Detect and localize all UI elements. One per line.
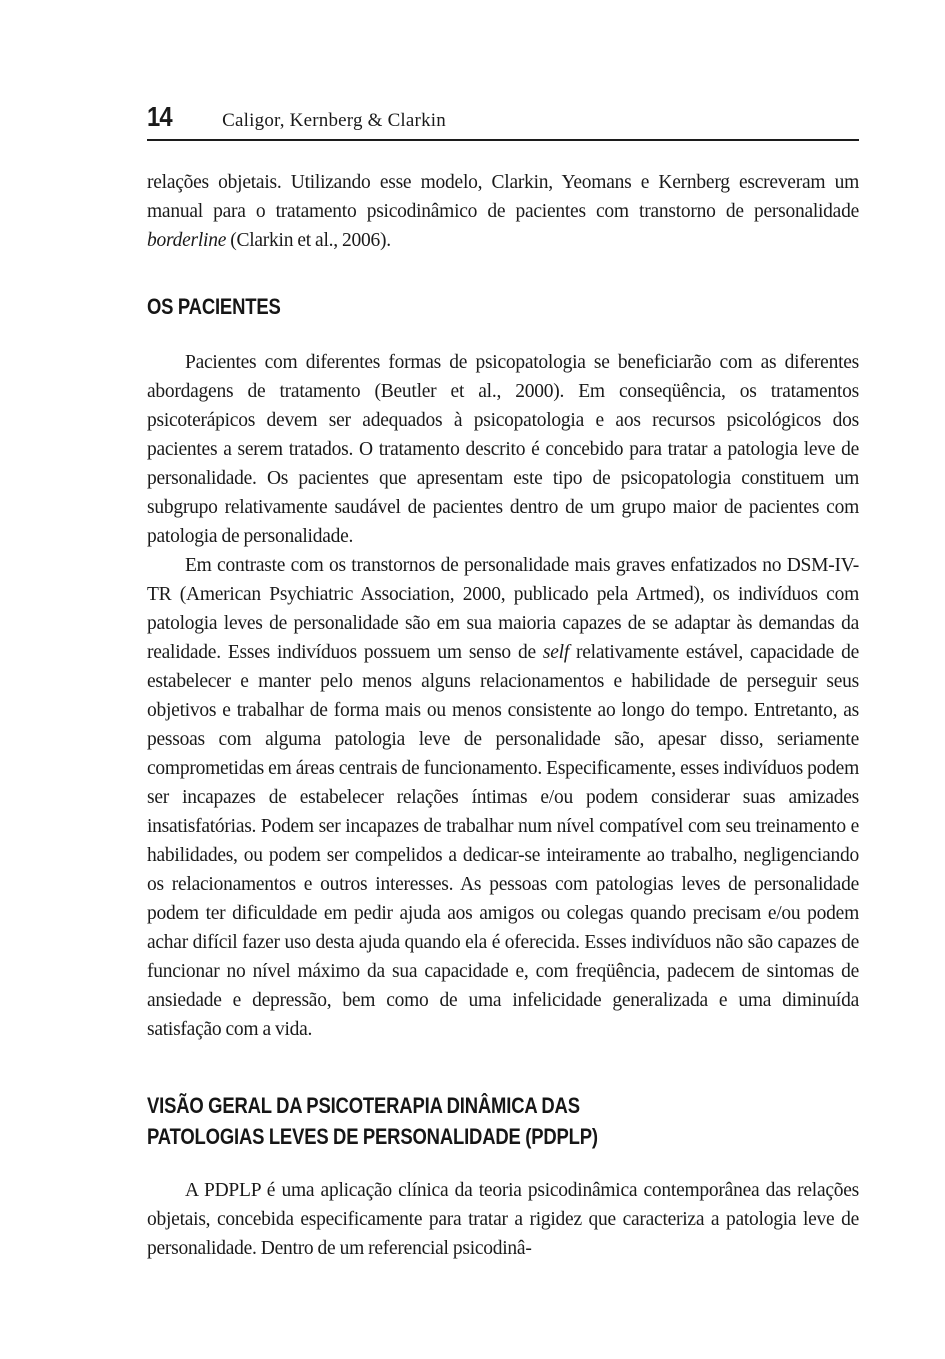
running-head: Caligor, Kernberg & Clarkin bbox=[222, 110, 446, 131]
section-heading-os-pacientes: OS PACIENTES bbox=[147, 294, 281, 319]
os-pacientes-paragraph-2-italic-term: self bbox=[542, 642, 569, 663]
intro-paragraph-citation: (Clarkin et al., 2006). bbox=[226, 230, 391, 251]
os-pacientes-paragraph-2 bbox=[147, 551, 859, 1044]
content-column bbox=[147, 103, 859, 1263]
visao-geral-paragraph-1: A PDPLP é uma aplicação clínica da teoria psicodinâmica contemporânea das relações objetais, concebida especificamente para tratar a rigidez que caracteriza a patologia leve de personalidade. Dentro de um referencial psicodinâ- bbox=[147, 1180, 859, 1259]
section-heading-visao-geral-line2: PATOLOGIAS LEVES DE PERSONALIDADE (PDPLP) bbox=[147, 1124, 598, 1149]
page-number: 14 bbox=[147, 101, 172, 132]
intro-paragraph bbox=[147, 168, 859, 255]
body-text bbox=[147, 168, 859, 1263]
section-heading-visao-geral bbox=[147, 1090, 731, 1152]
os-pacientes-paragraph-2-text-continued: relativamente estável, capacidade de estabelecer e manter pelo menos alguns relacionamentos e habilidade de perseguir seus objetivos e trabalhar de forma mais ou menos consistente ao longo do tempo. Entretanto, as pessoas com alguma patologia leve de personalidade são, apesar disso, seriamente comprometidas em áreas centrais de funcionamento. Especificamente, esses indivíduos podem ser incapazes de estabelecer relações íntimas e/ou podem considerar suas amizades insatisfatórias. Podem ser incapazes de trabalhar num nível compatível com seu treinamento e habilidades, ou podem ser compelidos a dedicar-se inteiramente ao trabalho, negligenciando os relacionamentos e outros interesses. As pessoas com patologias leves de personalidade podem ter dificuldade em pedir ajuda aos amigos ou colegas quando precisam e/ou podem achar difícil fazer uso desta ajuda quando ela é oferecida. Esses indivíduos não são capazes de funcionar no nível máximo da sua capacidade e, com freqüência, padecem de sintomas de ansiedade e depressão, bem como de uma infelicidade generalizada e uma diminuída satisfação com a vida. bbox=[147, 642, 860, 1040]
page-header bbox=[147, 103, 859, 141]
intro-paragraph-italic-term: borderline bbox=[147, 230, 227, 251]
os-pacientes-paragraph-2-text: Em contraste com os transtornos de personalidade mais graves enfatizados no DSM-IV-TR (American Psychiatric Association, 2000, publicado pela Artmed), os indivíduos com patologia leves de personalidade são em sua maioria capazes de se adaptar às demandas da realidade. Esses indivíduos possuem um senso de bbox=[147, 555, 859, 663]
intro-paragraph-text: relações objetais. Utilizando esse modelo, Clarkin, Yeomans e Kernberg escreveram um manual para o tratamento psicodinâmico de pacientes com transtorno de personalidade bbox=[147, 172, 859, 222]
section-heading-visao-geral-line1: VISÃO GERAL DA PSICOTERAPIA DINÂMICA DAS bbox=[147, 1093, 580, 1118]
os-pacientes-paragraph-1: Pacientes com diferentes formas de psicopatologia se beneficiarão com as diferentes abordagens de tratamento (Beutler et al., 2000). Em conseqüência, os tratamentos psicoterápicos devem ser adequados à psicopatologia e aos recursos psicológicos dos pacientes a serem tratados. O tratamento descrito é concebido para tratar a patologia leve de personalidade. Os pacientes que apresentam este tipo de psicopatologia constituem um subgrupo relativamente saudável de pacientes dentro de um grupo maior de pacientes com patologia de personalidade. bbox=[147, 352, 859, 547]
